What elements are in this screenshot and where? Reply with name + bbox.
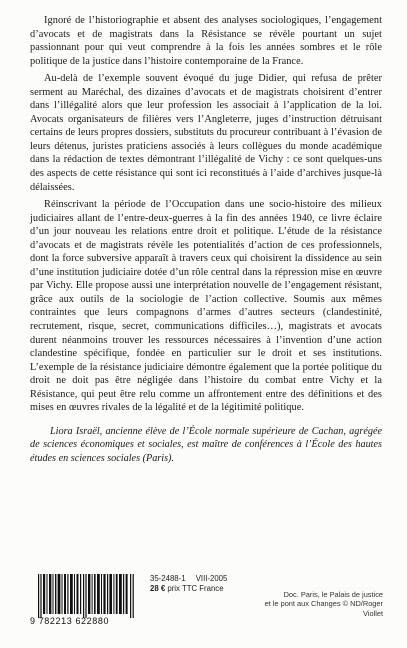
barcode-icon <box>38 574 134 618</box>
ean-number: 9 782213 622880 <box>30 616 110 626</box>
credit-line-2: et le pont aux Changes © ND/Roger Viollet <box>264 599 383 618</box>
price-note: prix TTC France <box>167 584 224 593</box>
isbn-code: 35-2488-1 <box>150 574 186 583</box>
photo-credit <box>253 590 383 618</box>
paragraph-2: Au-delà de l’exemple souvent évoqué du juge Didier, qui refusa de prêter serment au Maréchal, des dizaines d’avocats et de magistrats choisirent d’entrer dans l’illégalité alors que leur profession les associait à l’application de la loi. Avocats organisateurs de filières vers l’Angleterre, juges d’instruction détruisant certains de leurs propres dossiers, substituts du procureur contribuant à l’évasion de leurs détenus, juristes praticiens associés à leurs collègues du monde académique dans la rédaction de textes démontrant l’illégalité de Vichy : ce sont quelques-uns des aspects de cette résistance qui sont ici reconstitués à l’aide d’archives jusque-là délaissées. <box>30 73 382 193</box>
footer <box>0 560 407 648</box>
paragraph-1: Ignoré de l’historiographie et absent des analyses sociologiques, l’engagement d’avocats et de magistrats dans la Résistance se révèle pourtant un sujet passionnant pour qui veut comprendre à la fois les années sombres et le rôle politique de la justice dans l’histoire contemporaine de la France. <box>30 15 382 67</box>
credit-line-1: Doc. Paris, le Palais de justice <box>283 590 383 599</box>
blurb <box>30 14 382 475</box>
author-note: Liora Israël, ancienne élève de l’École normale supérieure de Cachan, agrégée de sciences économiques et sociales, est maître de conférences à l’École des hautes études en sciences sociales (Paris). <box>30 425 382 464</box>
paragraph-3: Réinscrivant la période de l’Occupation dans une socio-histoire des milieux judiciaires allant de l’entre-deux-guerres à la fin des années 1940, ce livre éclaire d’un jour nouveau les relations entre droit et politique. L’étude de la résistance d’avocats et de magistrats révèle les potentialités d’action de ces professionnels, dont la force subversive apparaît à travers ceux qui choisirent la dissidence au sein d’une institution judiciaire dotée d’un rôle central dans la répression mise en œuvre par Vichy. Elle propose aussi une interprétation nouvelle de l’engagement résistant, grâce aux outils de la sociologie de l’action collective. Soumis aux mêmes contraintes que leurs compagnons d’armes d’autres secteurs (clandestinité, recrutement, risque, secret, communications difficiles…), magistrats et avocats durent néanmoins trouver les ressources nécessaires à l’invention d’une action clandestine spécifique, fondée en particulier sur le droit et ses institutions. L’exemple de la résistance judiciaire démontre également que la portée politique du droit ne doit pas être négligée dans l’histoire du combat entre Vichy et la Résistance, qui peut être relu comme un affrontement entre des définitions et des mises en œuvres rivales de la légalité et de la légitimité politique. <box>30 199 382 414</box>
price: 28 € <box>150 584 166 593</box>
edition-code: VIII-2005 <box>195 574 228 583</box>
product-codes <box>150 574 260 594</box>
